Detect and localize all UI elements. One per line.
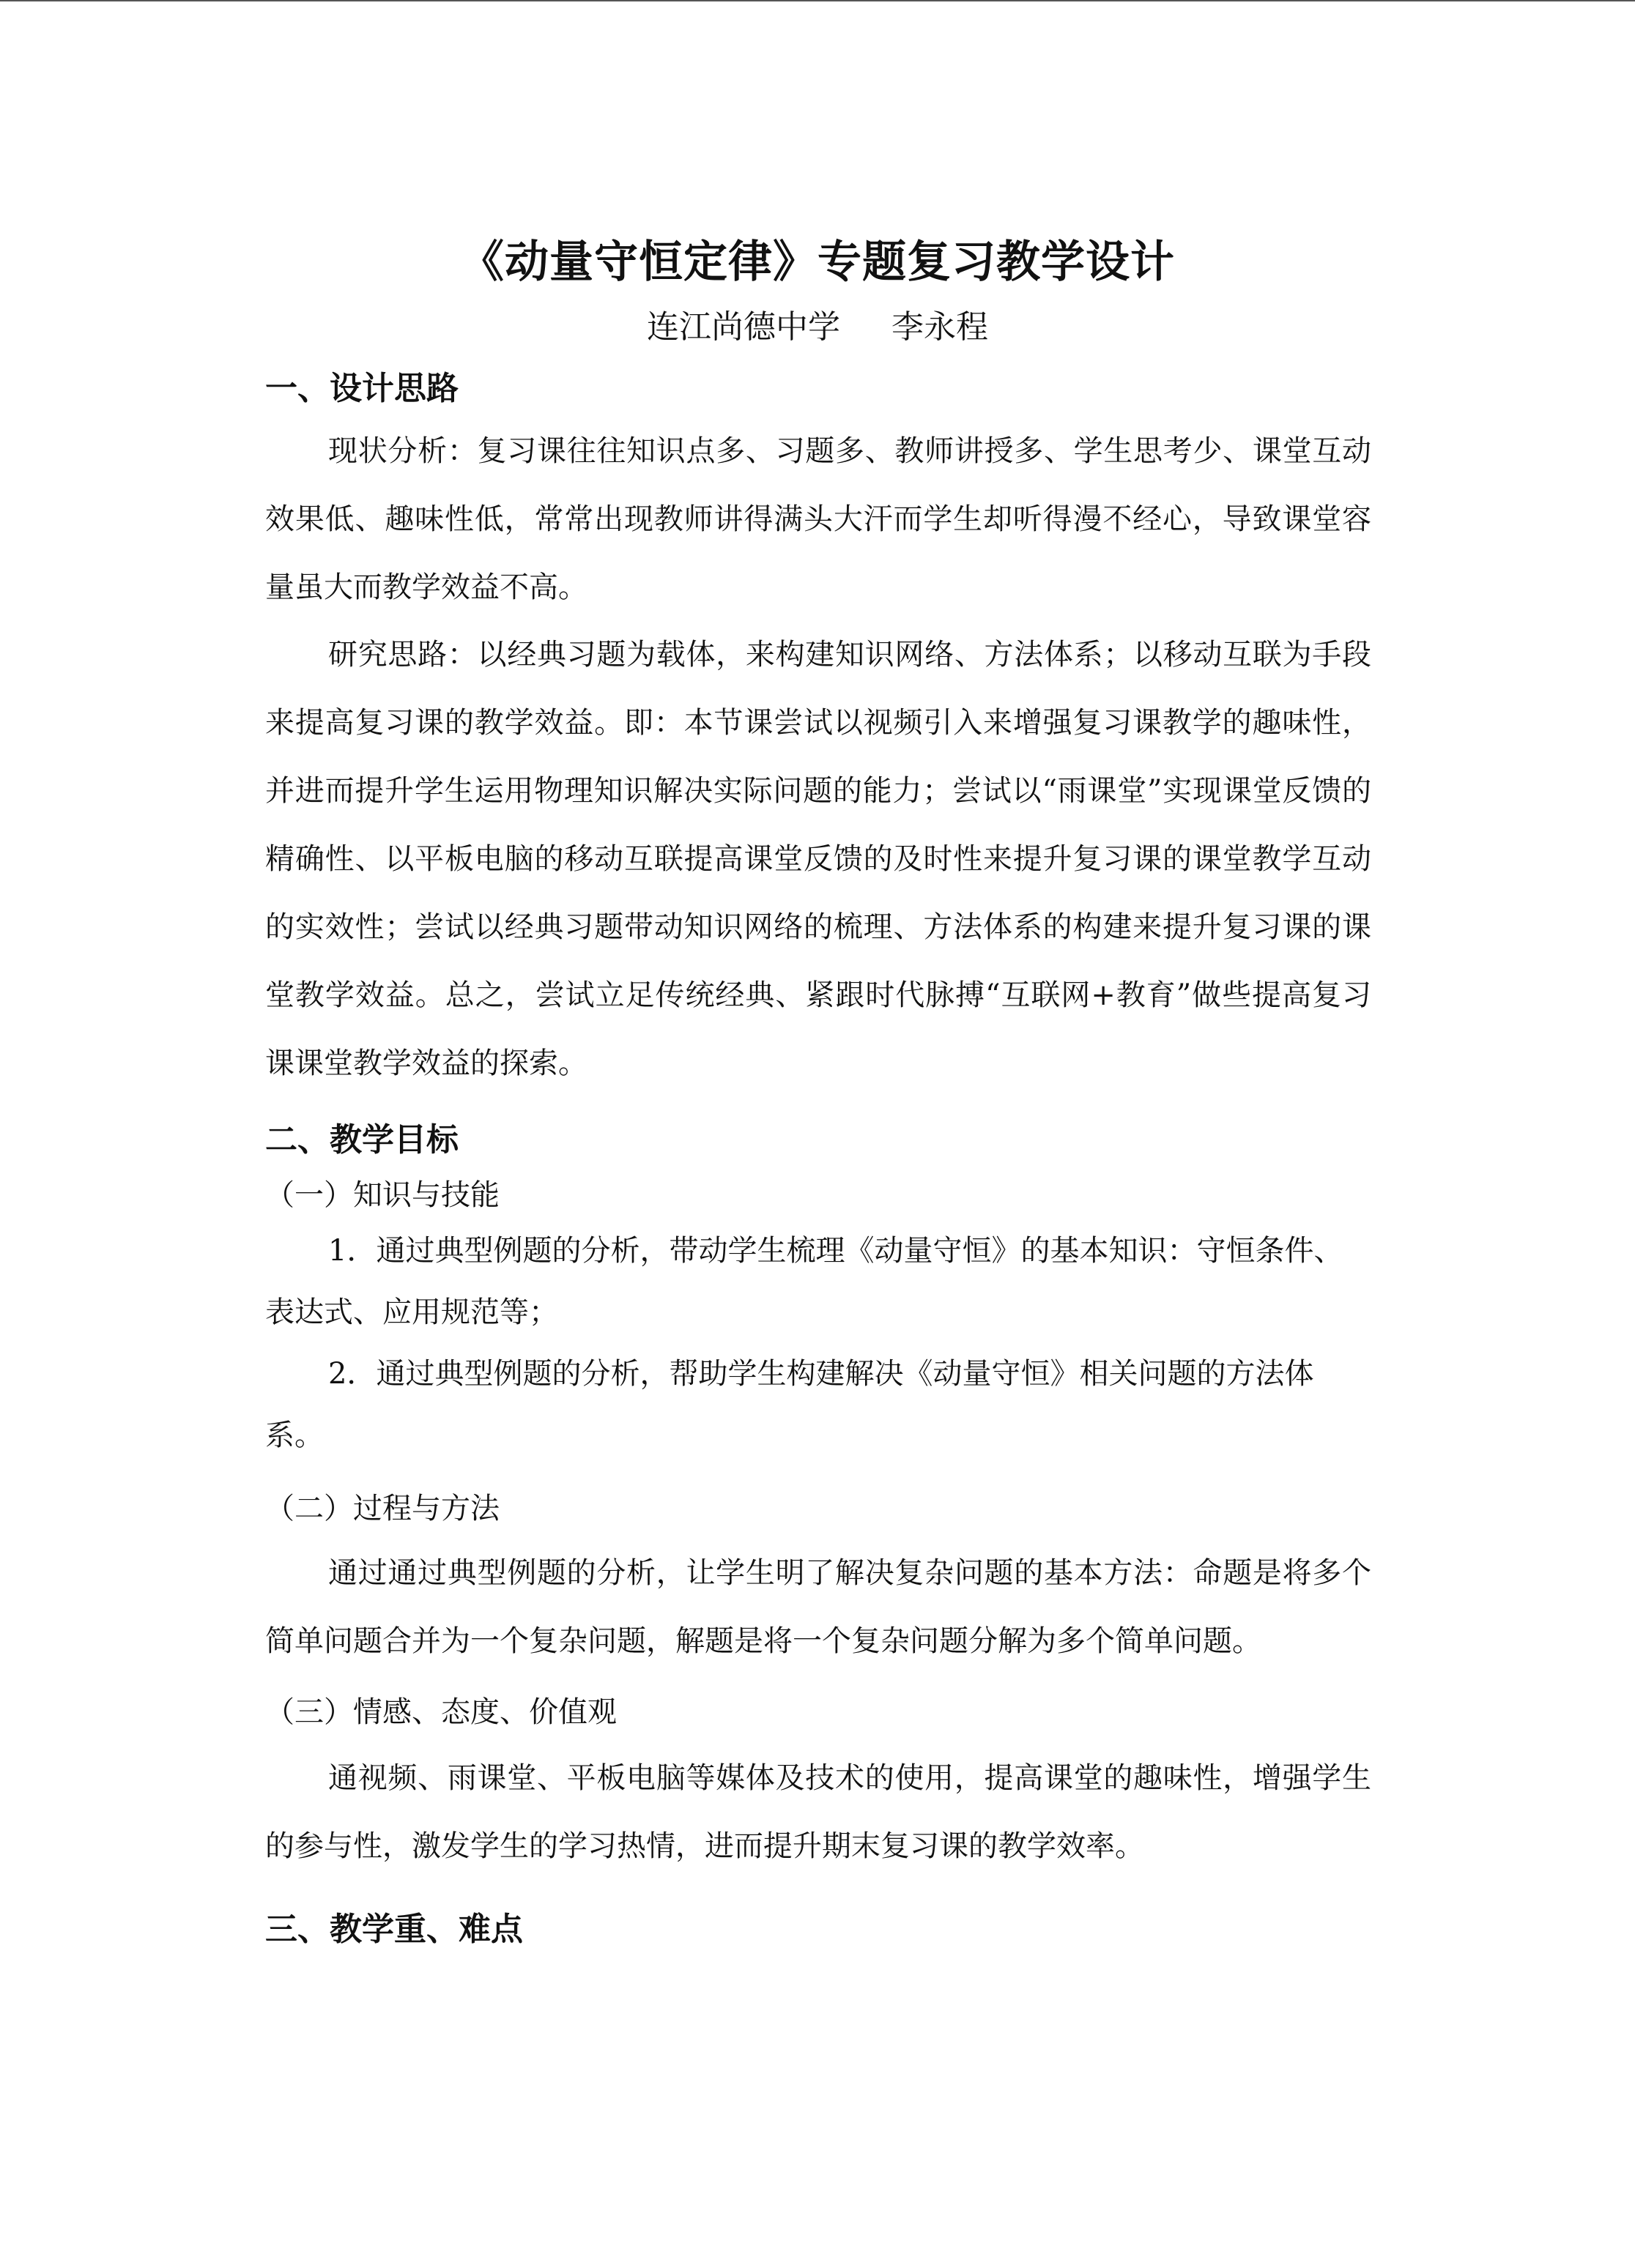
subsection-emotion-values: （三）情感、态度、价值观 [265,1695,617,1729]
section-1-paragraph-status: 现状分析：复习课往往知识点多、习题多、教师讲授多、学生思考少、课堂互动效果低、趣味性低，常常出现教师讲得满头大汗而学生却听得漫不经心，导致课堂容量虽大而教学效益不高。 [265,434,1371,604]
section-2-heading: 二、教学目标 [265,1121,459,1159]
author-line [0,300,1635,347]
school-name: 连江尚德中学 [647,308,840,346]
emotion-values-paragraph: 通视频、雨课堂、平板电脑等媒体及技术的使用，提高课堂的趣味性，增强学生的参与性，激发学生的学习热情，进而提升期末复习课的教学效率。 [265,1761,1371,1863]
section-1-paragraph-approach: 研究思路：以经典习题为载体，来构建知识网络、方法体系；以移动互联为手段来提高复习课的教学效益。即：本节课尝试以视频引入来增强复习课教学的趣味性，并进而提升学生运用物理知识解决实际问题的能力；尝试以“雨课堂”实现课堂反馈的精确性、以平板电脑的移动互联提高课堂反馈的及时性来提升复习课的课堂教学互动的实效性；尝试以经典习题带动知识网络的梳理、方法体系的构建来提升复习课的课堂教学效益。总之，尝试立足传统经典、紧跟时代脉搏“互联网+教育”做些提高复习课课堂教学效益的探索。 [265,638,1371,1080]
objective-item-1: 1．通过典型例题的分析，带动学生梳理《动量守恒》的基本知识：守恒条件、表达式、应用规范等； [265,1234,1343,1329]
subsection-process-methods: （二）过程与方法 [265,1492,500,1525]
objective-item-2: 2．通过典型例题的分析，帮助学生构建解决《动量守恒》相关问题的方法体系。 [265,1357,1314,1452]
document-title: 《动量守恒定律》专题复习教学设计 [460,237,1175,288]
section-3-heading: 三、教学重、难点 [265,1911,523,1948]
subsection-knowledge-skills: （一）知识与技能 [265,1178,500,1212]
section-1-heading: 一、设计思路 [265,370,459,407]
author-name: 李永程 [891,308,988,346]
process-methods-paragraph: 通过通过典型例题的分析，让学生明了解决复杂问题的基本方法：命题是将多个简单问题合并为一个复杂问题，解题是将一个复杂问题分解为多个简单问题。 [265,1556,1371,1658]
